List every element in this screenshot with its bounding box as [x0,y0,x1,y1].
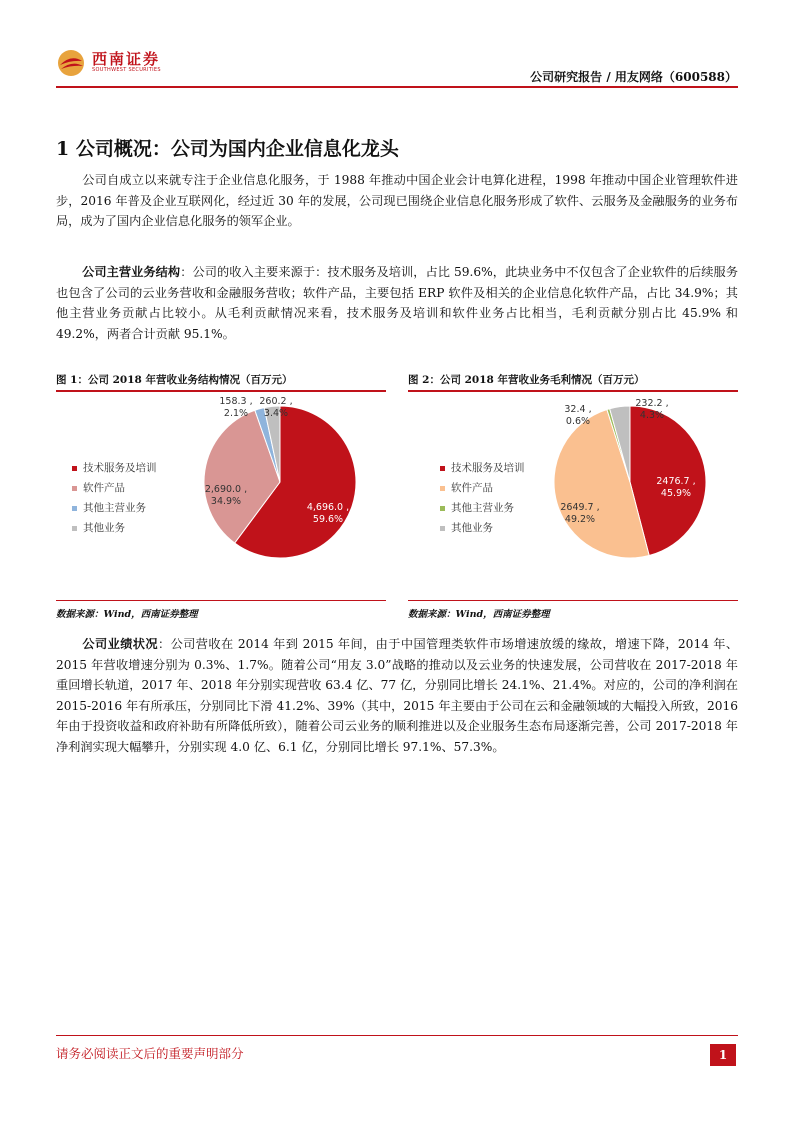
legend-item [72,518,157,538]
data-label-value: 232.2 , [635,398,669,409]
paragraph-business-structure [56,262,738,344]
data-label-percent: 49.2% [564,514,596,525]
paragraph-performance-lead: 公司业绩状况 [82,637,158,651]
data-label-value: 4,696.0 , [306,502,350,513]
data-label-percent: 34.9% [210,496,242,507]
figure-2-bottom-rule [408,600,738,601]
legend-item [440,458,525,478]
data-label-value: 2,690.0 , [204,484,248,495]
legend-swatch [72,466,77,471]
figure-1-source: 数据来源：Wind，西南证券整理 [56,609,198,620]
data-label-value: 32.4 , [564,404,592,415]
paragraph-performance [56,634,738,757]
legend-swatch [72,506,77,511]
figure-1-bottom-rule [56,600,386,601]
legend-item [440,518,525,538]
legend-item [440,498,525,518]
data-label-percent: 4.3% [639,410,665,421]
legend-label: 其他主营业务 [83,502,146,514]
paragraph-overview [56,170,738,232]
page-number: 1 [710,1044,736,1066]
data-label-percent: 0.6% [565,416,591,427]
data-label-percent: 59.6% [312,514,344,525]
legend-swatch [72,486,77,491]
data-label-percent: 45.9% [660,488,692,499]
figure-2-pie-chart [540,392,720,572]
figure-1-pie-chart [190,392,370,572]
logo-emblem-icon [56,48,86,78]
legend-label: 其他主营业务 [451,502,514,514]
legend-swatch [440,526,445,531]
legend-label: 软件产品 [83,482,125,494]
legend-label: 技术服务及培训 [451,462,525,474]
data-label-value: 2649.7 , [560,502,600,513]
figure-1-title: 图 1：公司 2018 年营收业务结构情况（百万元） [56,374,293,386]
logo-name: 西南证券 [92,50,161,68]
legend-item [72,478,157,498]
paragraph-business-structure-text: ：公司的收入主要来源于：技术服务及培训，占比 59.6%，此块业务中不仅包含了企业软件的后续服务也包含了公司的云业务营收和金融服务营收；软件产品，主要包括 ERP 软件及相关的企业信息化软件产品，占比 34.9%；其他主营业务贡献占比较小。从毛利贡献情况来看，技术服务及培训和软件业务占比相当，毛利贡献分别占比 45.9% 和 49.2%，两者合计贡献 95.1%。 [56,265,739,341]
data-label-value: 158.3 , [219,396,253,407]
data-label-percent: 2.1% [223,408,249,419]
paragraph-performance-text: ：公司营收在 2014 年到 2015 年间，由于中国管理类软件市场增速放缓的缘故，增速下降，2014 年、2015 年营收增速分别为 0.3%、1.7%。随着公司“用友 3.0”战略的推动以及云业务的快速发展，公司营收在 2017-2018 年重回增长轨道，2017 年、2018 年分别实现营收 63.4 亿、77 亿，分别同比增长 24.1%、21.4%。对应的，公司的净利润在 2015-2016 年有所承压，分别同比下滑 41.2%、39%（其中，2015 年主要由于公司在云和金融领域的大幅投入所致，2016 年由于投资收益和政府补助有所降低所致），随着公司云业务的顺利推进以及企业服务生态布局逐渐完善，公司 2017-2018 年净利润实现大幅攀升，分别实现 4.0 亿、6.1 亿，分别同比增长 97.1%、57.3%。 [56,637,739,754]
paragraph-business-structure-lead: 公司主营业务结构 [82,265,181,279]
footer-divider [56,1035,738,1036]
header-divider [56,86,738,88]
data-label-value: 2476.7 , [656,476,696,487]
section-title: 1 公司概况：公司为国内企业信息化龙头 [56,138,399,160]
paragraph-overview-text: 公司自成立以来就专注于企业信息化服务，于 1988 年推动中国企业会计电算化进程，1998 年推动中国企业管理软件进步，2016 年普及企业互联网化，经过近 30 年的发展，公司现已围绕企业信息化服务形成了软件、云服务及金融服务的业务布局，成为了国内企业信息化服务的领军企业。 [56,173,738,228]
legend-item [72,458,157,478]
legend-swatch [440,506,445,511]
figure-2-legend [440,458,525,538]
legend-label: 其他业务 [83,522,125,534]
legend-swatch [440,486,445,491]
company-logo [56,48,176,78]
legend-swatch [72,526,77,531]
data-label-value: 260.2 , [259,396,293,407]
legend-swatch [440,466,445,471]
legend-label: 软件产品 [451,482,493,494]
report-title: 公司研究报告 / 用友网络（600588） [530,70,737,84]
figure-2-title: 图 2：公司 2018 年营收业务毛利情况（百万元） [408,374,645,386]
figure-2-source: 数据来源：Wind，西南证券整理 [408,609,550,620]
logo-english-name: SOUTHWEST SECURITIES [92,67,161,73]
legend-label: 技术服务及培训 [83,462,157,474]
legend-item [440,478,525,498]
legend-label: 其他业务 [451,522,493,534]
data-label-percent: 3.4% [263,408,289,419]
footer-disclaimer: 请务必阅读正文后的重要声明部分 [56,1046,244,1061]
legend-item [72,498,157,518]
figure-1-legend [72,458,157,538]
